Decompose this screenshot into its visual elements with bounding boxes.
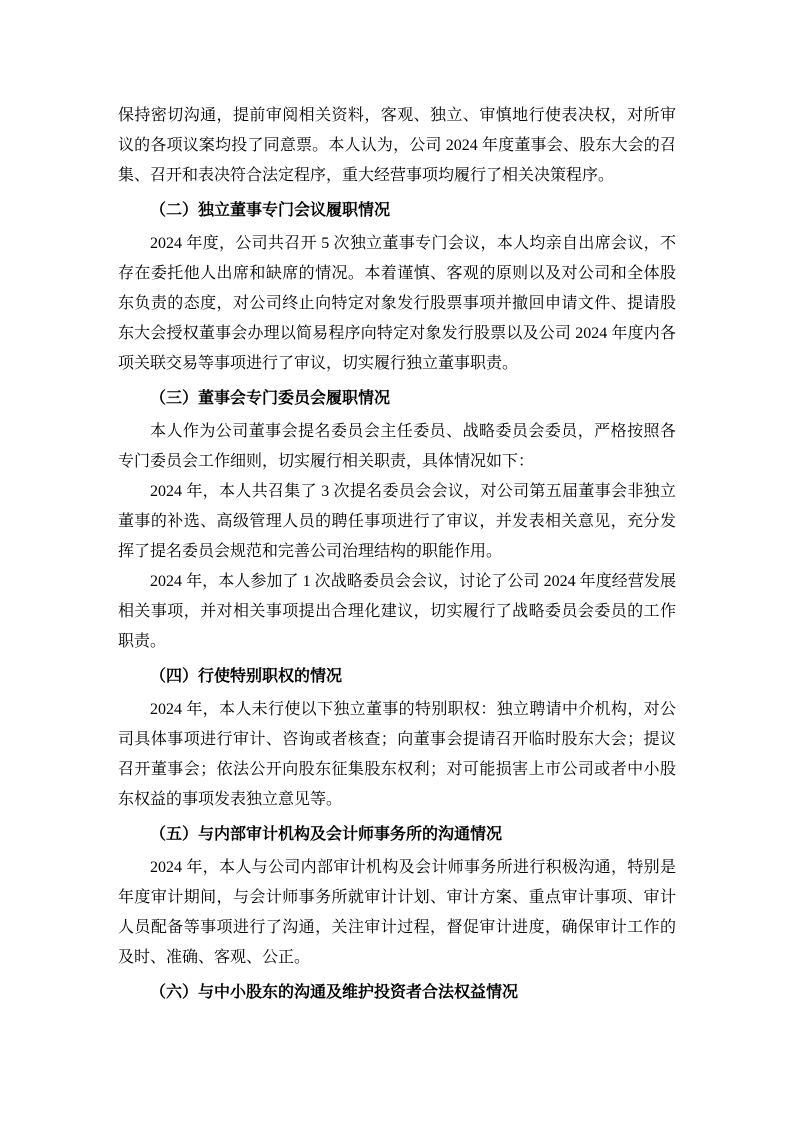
paragraph-audit-communication: 2024 年，本人与公司内部审计机构及会计师事务所进行积极沟通，特别是年度审计期间，与会计师事务所就审计计划、审计方案、重点审计事项、审计人员配备等事项进行了沟通，关注审计过程，督促审计进度，确保审计工作的及时、准确、客观、公正。 [118,859,676,966]
paragraph-special-powers: 2024 年，本人未行使以下独立董事的特别职权：独立聘请中介机构，对公司具体事项进行审计、咨询或者核查；向董事会提请召开临时股东大会；提议召开董事会；依法公开向股东征集股东权利；对可能损害上市公司或者中小股东权益的事项发表独立意见等。 [118,701,676,808]
paragraph-strategy-committee: 2024 年，本人参加了 1 次战略委员会会议，讨论了公司 2024 年度经营发展相关事项，并对相关事项提出合理化建议，切实履行了战略委员会委员的工作职责。 [118,573,676,650]
paragraph-independent-director-meetings: 2024 年度，公司共召开 5 次独立董事专门会议，本人均亲自出席会议，不存在委托他人出席和缺席的情况。本着谨慎、客观的原则以及对公司和全体股东负责的态度，对公司终止向特定对象发行股票事项并撤回申请文件、提请股东大会授权董事会办理以简易程序向特定对象发行股票以及公司 2024 年度内各项关联交易等事项进行了审议，切实履行独立董事职责。 [118,235,676,372]
section-heading-independent-director-meetings: （二）独立董事专门会议履职情况 [150,202,391,219]
section-heading-audit-communication: （五）与内部审计机构及会计师事务所的沟通情况 [150,826,503,843]
paragraph-nomination-committee: 2024 年，本人共召集了 3 次提名委员会会议，对公司第五届董事会非独立董事的补选、高级管理人员的聘任事项进行了审议，并发表相关意见，充分发挥了提名委员会规范和完善公司治理结构的职能作用。 [118,483,676,560]
section-heading-special-powers: （四）行使特别职权的情况 [150,668,343,685]
document-content [118,101,676,1011]
section-heading-board-committees: （三）董事会专门委员会履职情况 [150,390,391,407]
paragraph-continuation: 保持密切沟通，提前审阅相关资料，客观、独立、审慎地行使表决权，对所审议的各项议案均投了同意票。本人认为，公司 2024 年度董事会、股东大会的召集、召开和表决符合法定程序，重大经营事项均履行了相关决策程序。 [118,107,676,184]
paragraph-committee-roles: 本人作为公司董事会提名委员会主任委员、战略委员会委员，严格按照各专门委员会工作细则，切实履行相关职责，具体情况如下： [118,423,676,470]
section-heading-minority-shareholders: （六）与中小股东的沟通及维护投资者合法权益情况 [150,984,519,1001]
